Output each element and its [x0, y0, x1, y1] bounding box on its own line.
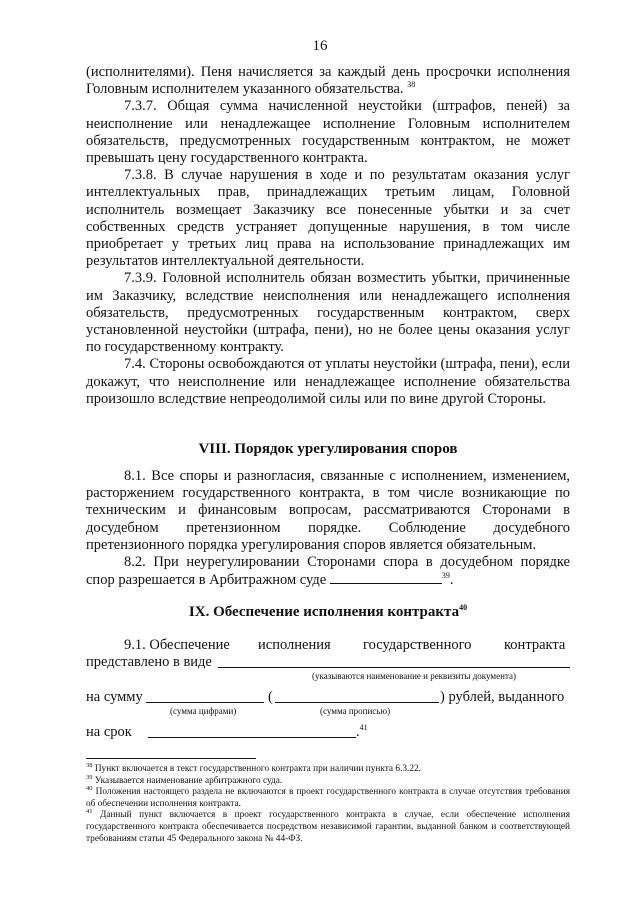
clause-9-1-word-3: государственного [363, 637, 472, 653]
clause-9-1-word-4: контракта [504, 637, 566, 653]
sum-label: на сумму [86, 689, 143, 705]
footnote-38: $^{38}$ Пункт включается в текст государственного контракта при наличии пункта 6.3.22. [86, 761, 421, 774]
paragraph-8-1: 8.1. Все споры и разногласия, связанные с исполнением, изменением, расторжением государственного контракта, в том числе возникающие по техническим и финансовым вопросам, рассматриваются Сторонами в досудебном претензионном порядке. Соблюдение досудебного претензионного порядка урегулирования споров является обязательным. [86, 468, 570, 553]
document-type-blank[interactable] [218, 667, 570, 668]
page-number: 16 [312, 38, 328, 54]
paren-open: ( [268, 689, 273, 705]
hint-sum-digits: (сумма цифрами) [170, 706, 237, 716]
clause-9-1-word-2: исполнения [258, 637, 331, 653]
section-heading-viii: VIII. Порядок урегулирования споров [198, 441, 458, 457]
sum-words-blank[interactable] [275, 702, 439, 703]
paragraph-7-3-9: 7.3.9. Головной исполнитель обязан возместить убытки, причиненные им Заказчику, вследствие неисполнения или ненадлежащего исполнения обязательств, предусмотренных государственным контрактом, сверх установленной неустойки (штрафа, пени), но не более цены оказания услуг по государственному контракту. [86, 270, 570, 356]
clause-9-1-line-2: представлено в виде [86, 654, 212, 670]
paragraph-continuation: (исполнителями). Пеня начисляется за каждый день просрочки исполнения Головным исполнителем указанного обязательства. $^{38}$ [86, 64, 570, 98]
term-end: .$^{41}$ [356, 723, 368, 740]
footnotes [86, 761, 570, 845]
footnote-ref-41: 41 [359, 723, 368, 733]
section-7-clauses [86, 64, 570, 408]
footnote-ref-38: 38 [407, 80, 416, 90]
sum-digits-blank[interactable] [146, 702, 264, 703]
footnote-ref-39: 39 [441, 571, 450, 581]
arbitration-court-blank[interactable] [330, 571, 442, 584]
paragraph-8-2: 8.2. При неурегулировании Сторонами спора в досудебном порядке спор разрешается в Арбитражном суде $^{39}$. [86, 554, 570, 589]
term-blank[interactable] [148, 737, 356, 738]
clause-9-1-word-1: 9.1. Обеспечение [124, 637, 230, 653]
paragraph-7-3-7: 7.3.7. Общая сумма начисленной неустойки (штрафов, пеней) за неисполнение или ненадлежащее исполнение Головным исполнителем обязательств, предусмотренных государственным контрактом, не может превышать цену государственного контракта. [86, 98, 570, 167]
footnote-40: $^{40}$ Положения настоящего раздела не включаются в проект государственного контракта в случае отсутствия требования об обеспечении исполнения контракта. [86, 785, 570, 809]
footnote-41: $^{41}$ Данный пункт включается в проект государственного контракта в случае, если обеспечение исполнения государственного контракта обеспечивается посредством независимой гарантии, выданной банком и соответствующей требованиям статьи 45 Федерального закона № 44-ФЗ. [86, 808, 570, 844]
hint-document: (указываются наименование и реквизиты документа) [312, 671, 516, 681]
section-8 [86, 441, 570, 458]
footnote-ref-40: 40 [459, 603, 468, 612]
hint-sum-words: (сумма прописью) [320, 706, 391, 716]
paragraph-7-4: 7.4. Стороны освобождаются от уплаты неустойки (штрафа, пени), если докажут, что неисполнение или ненадлежащее исполнение обязательства произошло вследствие непреодолимой силы или по вине другой Стороны. [86, 356, 570, 407]
footnote-divider [86, 758, 256, 759]
paragraph-7-3-8: 7.3.8. В случае нарушения в ходе и по результатам оказания услуг интеллектуальных прав, принадлежащих третьим лицам, Головной исполнитель возмещает Заказчику все понесенные убытки и за счет собственных средств устраняет допущенные нарушения, в том числе приобретает у третьих лиц права на использование принадлежащих им результатов интеллектуальной деятельности. [86, 167, 570, 270]
section-heading-ix: IX. Обеспечение исполнения контракта$^{40}$ [188, 603, 468, 620]
section-9 [86, 604, 570, 621]
footnote-39: $^{39}$ Указывается наименование арбитражного суда. [86, 773, 283, 786]
paren-close-and-tail: ) рублей, выданного [440, 689, 565, 705]
section-8-clauses [86, 468, 570, 589]
term-label: на срок [86, 724, 132, 740]
